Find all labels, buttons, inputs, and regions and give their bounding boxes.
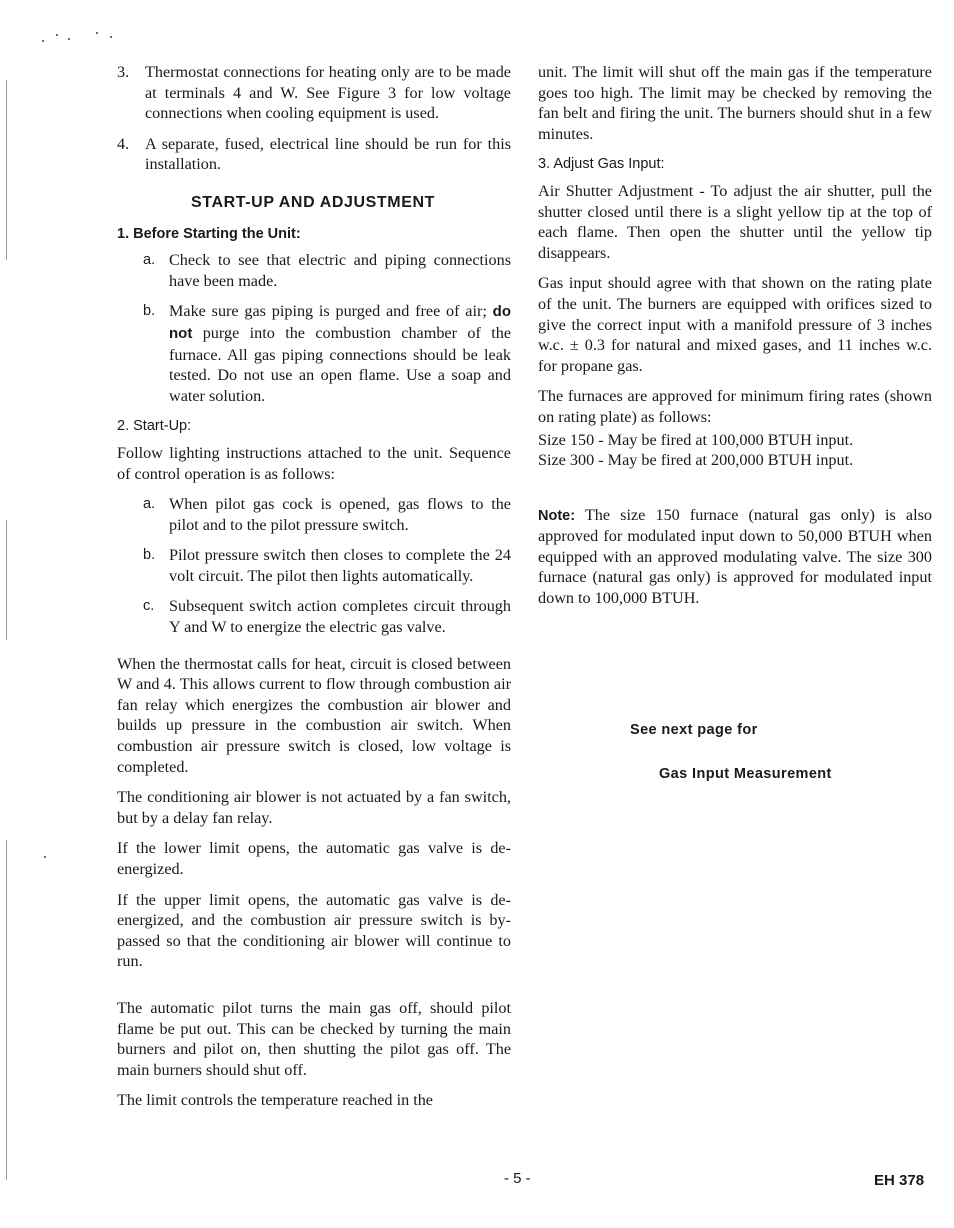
- document-code: EH 378: [874, 1172, 925, 1189]
- list-item: [143, 250, 511, 291]
- size-150-line: Size 150 - May be fired at 100,000 BTUH input.: [538, 430, 854, 449]
- paragraph-auto-pilot: The automatic pilot turns the main gas off, should pilot flame be put out. This can be checked by turning the main burners and pilot on, then shutting the pilot gas off. The main burners should shut off.: [117, 998, 511, 1079]
- startup-intro: Follow lighting instructions attached to the unit. Sequence of control operation is as follows:: [117, 443, 511, 483]
- scan-speck: [44, 856, 46, 858]
- scan-margin-line: [6, 520, 7, 640]
- left-column: [117, 62, 511, 1121]
- list-item: [143, 596, 511, 637]
- emphasis-text: do not: [169, 303, 511, 342]
- page-number: - 5 -: [504, 1170, 531, 1187]
- paragraph-upper-limit: If the upper limit opens, the automatic gas valve is de-energized, and the combustion air pressure switch is by-passed so that the conditioning air blower will continue to run.: [117, 890, 511, 971]
- paragraph-blower: The conditioning air blower is not actuated by a fan switch, but by a delay fan relay.: [117, 788, 511, 827]
- paragraph-lower-limit: If the lower limit opens, the automatic gas valve is de-energized.: [117, 839, 511, 878]
- paragraph-thermostat: When the thermostat calls for heat, circuit is closed between W and 4. This allows current to flow through combustion air fan relay which energizes the combustion air blower and builds up pressure in the combustion air switch. When combustion air pressure switch is closed, low voltage is completed.: [117, 654, 511, 776]
- scan-speck: [56, 34, 58, 36]
- item-marker: a.: [143, 252, 156, 269]
- paragraph-approved: The furnaces are approved for minimum firing rates (shown on rating plate) as follows:: [538, 387, 932, 426]
- scan-speck: [96, 32, 98, 34]
- note-label: Note:: [538, 507, 576, 524]
- note-paragraph: [538, 505, 932, 609]
- text-run: purge into the combustion chamber of the furnace. All gas piping connections should be leak tested. Do not use an open flame. Use a soap and water solution.: [169, 323, 511, 405]
- subheading-before-starting: 1. Before Starting the Unit:: [117, 225, 301, 242]
- item-text: A separate, fused, electrical line should be run for this installation.: [145, 134, 511, 174]
- item-text: Subsequent switch action completes circuit through Y and W to energize the electric gas valve.: [169, 597, 511, 637]
- scan-speck: [110, 36, 112, 38]
- item-4: [117, 134, 511, 175]
- item-text: Pilot pressure switch then closes to complete the 24 volt circuit. The pilot then lights automatically.: [169, 546, 511, 585]
- paragraph-gas-input: Gas input should agree with that shown on the rating plate of the unit. The burners are equipped with orifices sized to give the correct input with a manifold pressure of 3 inches w.c. ± 0.3 for natural and mixed gases, and 11 inches w.c. for propane gas.: [538, 274, 932, 375]
- item-marker: b.: [143, 547, 156, 564]
- section-title: START-UP AND ADJUSTMENT: [191, 193, 436, 211]
- item-number: 4.: [117, 134, 130, 153]
- scan-speck: [42, 40, 44, 42]
- item-text: Thermostat connections for heating only are to be made at terminals 4 and W. See Figure 3 for low voltage connections when cooling equipment is used.: [145, 63, 511, 123]
- item-text: [169, 301, 511, 406]
- see-next-page: See next page for: [630, 722, 758, 738]
- paragraph-air-shutter: Air Shutter Adjustment - To adjust the air shutter, pull the shutter closed until there is a slight yellow tip at the top of each flame. Then open the shutter until the yellow tip disappears.: [538, 181, 932, 262]
- item-marker: b.: [143, 303, 156, 320]
- paragraph-limit-continued: unit. The limit will shut off the main gas if the temperature goes too high. The limit may be checked by removing the fan belt and firing the unit. The burners should shut in a few minutes.: [538, 63, 932, 143]
- gas-input-measurement: Gas Input Measurement: [659, 766, 832, 782]
- size-300-line: Size 300 - May be fired at 200,000 BTUH input.: [538, 451, 854, 470]
- item-marker: c.: [143, 598, 155, 615]
- note-text: The size 150 furnace (natural gas only) is also approved for modulated input down to 50,000 BTUH when equipped with an approved modulating valve. The size 300 furnace (natural gas only) is approved for modulated input down to 100,000 BTUH.: [538, 505, 932, 608]
- list-item: [143, 545, 511, 586]
- subheading-start-up: 2. Start-Up:: [117, 418, 192, 435]
- list-item: [143, 301, 511, 406]
- text-run: Make sure gas piping is purged and free of air;: [169, 302, 493, 321]
- paragraph-limit: The limit controls the temperature reached in the: [117, 1091, 433, 1110]
- item-3: [117, 62, 511, 124]
- scan-speck: [68, 38, 70, 40]
- item-number: 3.: [117, 63, 130, 81]
- subheading-adjust-gas: 3. Adjust Gas Input:: [538, 156, 665, 173]
- scan-margin-line: [6, 80, 7, 260]
- item-text: When pilot gas cock is opened, gas flows to the pilot and to the pilot pressure switch.: [169, 495, 511, 534]
- item-text: Check to see that electric and piping connections have been made.: [169, 251, 511, 290]
- list-item: [143, 494, 511, 535]
- right-column: [538, 62, 932, 619]
- scan-margin-line: [6, 840, 7, 1180]
- item-marker: a.: [143, 496, 156, 513]
